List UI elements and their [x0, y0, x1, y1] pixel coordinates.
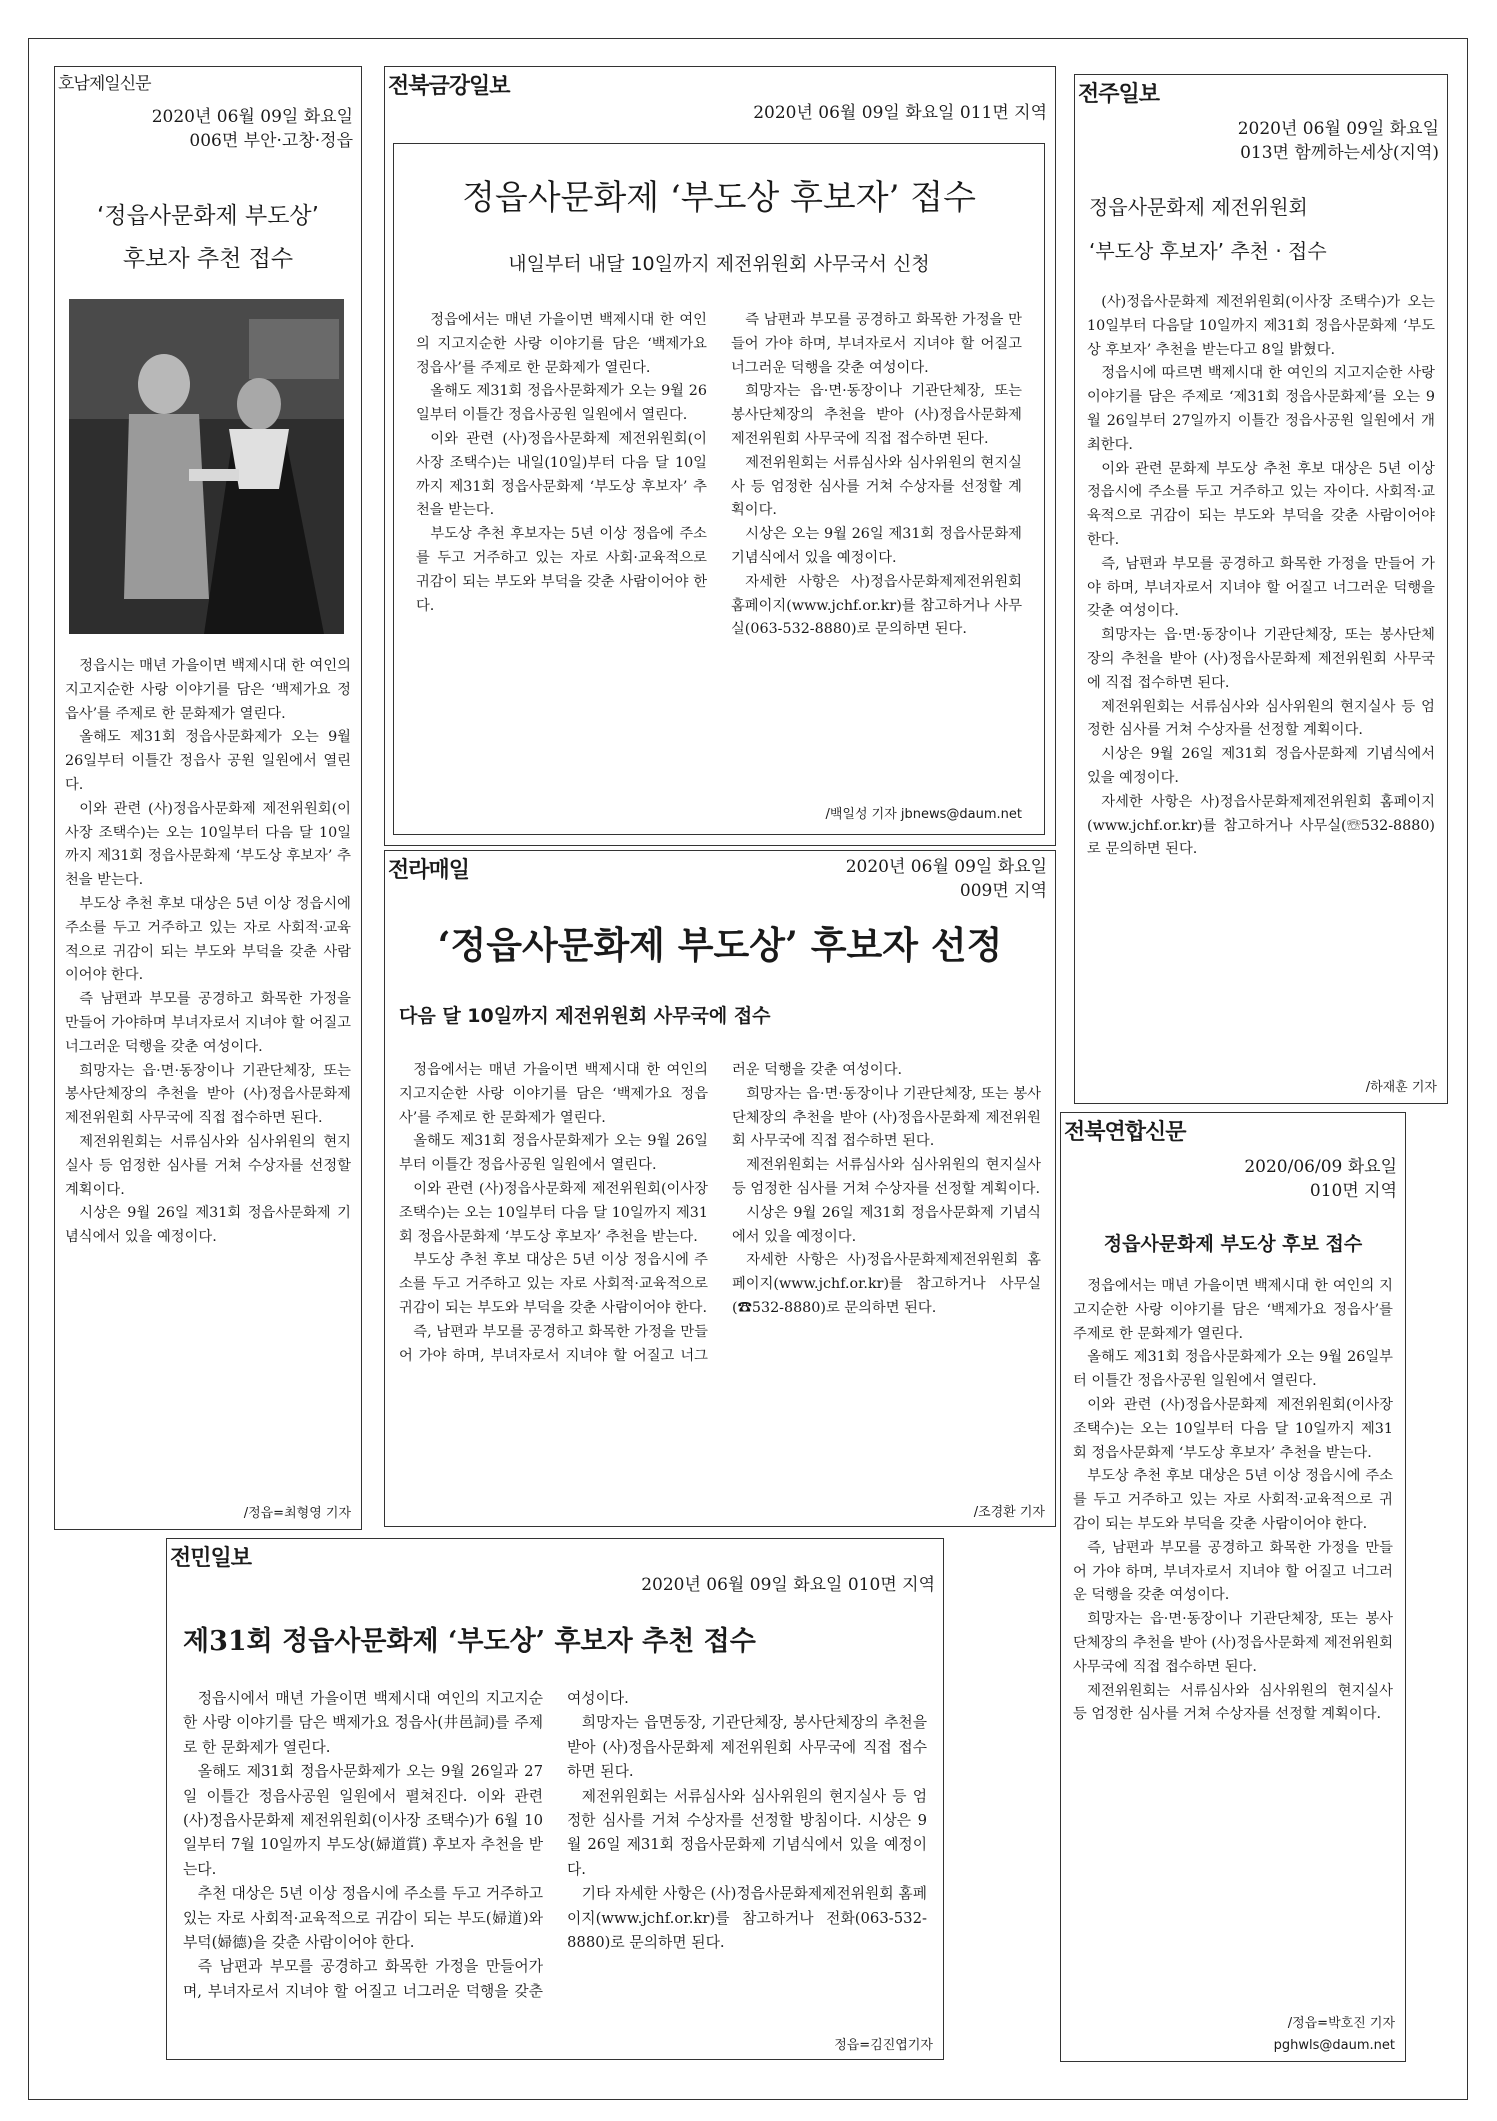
- paragraph: 부도상 추천 후보 대상은 5년 이상 정읍시에 주소를 두고 거주하고 있는 자로 사회적·교육적으로 귀감이 되는 부도와 부덕을 갖춘 사람이어야 한다.: [1073, 1468, 1393, 1532]
- headline-line-1: ‘정읍사문화제 부도상’: [97, 203, 319, 229]
- article-box: [393, 143, 1045, 835]
- paragraph: 시상은 9월 26일 제31회 정읍사문화제 기념식에서 있을 예정이다.: [732, 1204, 1041, 1245]
- article-body: [183, 1687, 927, 2027]
- clipping-yonhap: [1060, 1112, 1406, 2062]
- article-date: 2020년 06월 09일 화요일 010면 지역: [641, 1575, 935, 1595]
- article-section: 010면 지역: [1309, 1181, 1397, 1201]
- paragraph: 제전위원회는 서류심사와 심사위원의 현지실사 등 엄정한 심사를 거쳐 수상자를 선정할 방침이다. 시상은 9월 26일 제31회 정읍사문화제 기념식에서 있을 예정이다.: [567, 1787, 927, 1878]
- article-section: 006면 부안·고창·정읍: [189, 131, 353, 151]
- paragraph: 이와 관련 (사)정읍사문화제 제전위원회(이사장 조택수)는 오는 10일부터 다음 달 10일까지 제31회 정읍사문화제 ‘부도상 후보자’ 추천을 받는다.: [399, 1180, 708, 1245]
- paragraph: 희망자는 읍·면·동장이나 기관단체장, 또는 봉사단체장의 추천을 받아 (사)정읍사문화제 제전위원회 사무국에 직접 접수하면 된다.: [1073, 1611, 1393, 1675]
- byline: /조경환 기자: [973, 1505, 1045, 1520]
- paragraph: 올해도 제31회 정읍사문화제가 오는 9월 26일부터 이틀간 정읍사공원 일원에서 열린다.: [399, 1133, 708, 1174]
- paragraph: 희망자는 읍면동장, 기관단체장, 봉사단체장의 추천을 받아 (사)정읍사문화제 제전위원회 사무국에 직접 접수하면 된다.: [567, 1714, 927, 1781]
- article-body: [65, 655, 351, 1250]
- paragraph: 제전위원회는 서류심사와 심사위원의 현지실사 등 엄정한 심사를 거쳐 수상자를 선정할 계획이다.: [1087, 698, 1435, 739]
- paragraph: 시상은 오는 9월 26일 제31회 정읍사문화제 기념식에서 있을 예정이다.: [731, 526, 1022, 566]
- ceremony-photo: [69, 299, 344, 634]
- paragraph: 시상은 9월 26일 제31회 정읍사문화제 기념식에서 있을 예정이다.: [1087, 746, 1435, 786]
- headline-line-2: ‘부도상 후보자’ 추천 · 접수: [1089, 239, 1327, 263]
- paragraph: 이와 관련 (사)정읍사문화제 제전위원회(이사장 조택수)는 오는 10일부터 다음 달 10일까지 제31회 정읍사문화제 ‘부도상 후보자’ 추천을 받는다.: [1073, 1396, 1393, 1461]
- paragraph: 즉 남편과 부모를 공경하고 화목한 가정을 만들어가며, 부녀자로서 지녀야 할 어질고 너그러운 덕행을 갖춘 여성이다.: [183, 1690, 629, 2000]
- paragraph: 즉 남편과 부모를 공경하고 화목한 가정을 만들어 가야하며 부녀자로서 지녀야 할 어질고 너그러운 덕행을 갖춘 여성이다.: [65, 991, 351, 1055]
- newspaper-name: 호남제일신문: [58, 74, 151, 94]
- subheadline: 내일부터 내달 10일까지 제전위원회 사무국서 신청: [508, 253, 930, 275]
- paragraph: 부도상 추천 후보 대상은 5년 이상 정읍시에 주소를 두고 거주하고 있는 자로 사회적·교육적으로 귀감이 되는 부도와 부덕을 갖춘 사람이어야 한다.: [399, 1252, 708, 1316]
- paragraph: 정읍에서는 매년 가을이면 백제시대 한 여인의 지고지순한 사랑 이야기를 담은 ‘백제가요 정읍사’를 주제로 한 문화제가 열린다.: [416, 312, 707, 376]
- headline-line-2: 후보자 추천 접수: [122, 246, 294, 272]
- headline: 제31회 정읍사문화제 ‘부도상’ 후보자 추천 접수: [183, 1626, 756, 1657]
- byline: /백일성 기자 jbnews@daum.net: [825, 807, 1022, 822]
- paragraph: 즉, 남편과 부모를 공경하고 화목한 가정을 만들어 가야 하며, 부녀자로서 지녀야 할 어질고 너그러운 덕행을 갖춘 여성이다.: [1087, 555, 1435, 620]
- article-body: [1087, 291, 1435, 862]
- paragraph: 이와 관련 (사)정읍사문화제 제전위원회(이사장 조택수)는 내일(10일)부터 다음 달 10일까지 제31회 정읍사문화제 ‘부도상 후보자’ 추천을 받는다.: [416, 430, 707, 519]
- paragraph: 자세한 사항은 사)정읍사문화제제전위원회 홈페이지(www.jchf.or.kr)를 참고하거나 사무실(☏532-8880)로 문의하면 된다.: [1087, 793, 1435, 858]
- headline: 정읍사문화제 부도상 후보 접수: [1103, 1233, 1363, 1255]
- paragraph: 자세한 사항은 사)정읍사문화제제전위원회 홈페이지(www.jchf.or.kr)를 참고하거나 사무실(063-532-8880)로 문의하면 된다.: [731, 573, 1022, 638]
- newspaper-name: 전주일보: [1078, 82, 1160, 107]
- clipping-honam: [54, 66, 362, 1530]
- newspaper-name: 전북연합신문: [1064, 1120, 1186, 1145]
- paragraph: 정읍시에서 매년 가을이면 백제시대 여인의 지고지순한 사랑 이야기를 담은 백제가요 정읍사(井邑詞)를 주제로 한 문화제가 열린다.: [183, 1690, 543, 1756]
- headline: ‘정읍사문화제 부도상’ 후보자 선정: [437, 923, 1003, 967]
- paragraph: 정읍에서는 매년 가을이면 백제시대 한 여인의 지고지순한 사랑 이야기를 담은 ‘백제가요 정읍사’를 주제로 한 문화제가 열린다.: [399, 1062, 708, 1126]
- article-body: [416, 309, 1022, 789]
- article-date: 2020/06/09 화요일: [1244, 1157, 1397, 1177]
- paragraph: 제전위원회는 서류심사와 심사위원의 현지실사 등 엄정한 심사를 거쳐 수상자를 선정할 계획이다.: [732, 1157, 1041, 1197]
- article-date: 2020년 06월 09일 화요일: [845, 857, 1047, 877]
- paragraph: 올해도 제31회 정읍사문화제가 오는 9월 26일부터 이틀간 정읍사 공원 일원에서 열린다.: [65, 729, 351, 793]
- paragraph: 올해도 제31회 정읍사문화제가 오는 9월 26일과 27일 이틀간 정읍사공원 일원에서 펼쳐진다. 이와 관련 (사)정읍사문화제 제전위원회(이사장 조택수)가 6월 10일부터 7월 10일까지 부도상(婦道賞) 후보자 추천을 받는다.: [183, 1763, 543, 1878]
- paragraph: 부도상 추천 후보 대상은 5년 이상 정읍시에 주소를 두고 거주하고 있는 자로 사회적·교육적으로 귀감이 되는 부도와 부덕을 갖춘 사람이어야 한다.: [65, 895, 351, 984]
- paragraph: 정읍에서는 매년 가을이면 백제시대 한 여인의 지고지순한 사랑 이야기를 담은 ‘백제가요 정읍사’를 주제로 한 문화제가 열린다.: [1073, 1278, 1393, 1342]
- article-section: 013면 함께하는세상(지역): [1240, 143, 1439, 163]
- byline: 정읍=김진엽기자: [834, 2038, 933, 2053]
- paragraph: 즉, 남편과 부모를 공경하고 화목한 가정을 만들어 가야 하며, 부녀자로서 지녀야 할 어질고 너그러운 덕행을 갖춘 여성이다.: [399, 1062, 903, 1364]
- byline: /정읍=최형영 기자: [243, 1506, 351, 1521]
- clipping-geumgang: [384, 66, 1056, 846]
- paragraph: 즉, 남편과 부모를 공경하고 화목한 가정을 만들어 가야 하며, 부녀자로서 지녀야 할 어질고 너그러운 덕행을 갖춘 여성이다.: [1073, 1539, 1393, 1604]
- paragraph: 기타 자세한 사항은 (사)정읍사문화제제전위원회 홈페이지(www.jchf.or.kr)를 참고하거나 전화(063-532-8880)로 문의하면 된다.: [567, 1885, 927, 1952]
- paragraph: 이와 관련 문화제 부도상 추천 후보 대상은 5년 이상 정읍시에 주소를 두고 거주하고 있는 자이다. 사회적·교육적으로 귀감이 되는 부도와 부덕을 갖춘 사람이어야 한다.: [1087, 460, 1435, 548]
- paragraph: 올해도 제31회 정읍사문화제가 오는 9월 26일부터 이틀간 정읍사공원 일원에서 열린다.: [1073, 1349, 1393, 1390]
- paragraph: 이와 관련 (사)정읍사문화제 제전위원회(이사장 조택수)는 오는 10일부터 다음 달 10일까지 제31회 정읍사문화제 ‘부도상 후보자’ 추천을 받는다.: [65, 800, 351, 889]
- byline: /정읍=박호진 기자: [1287, 2016, 1395, 2031]
- headline: 정읍사문화제 ‘부도상 후보자’ 접수: [462, 178, 976, 218]
- paragraph: 희망자는 읍·면·동장이나 기관단체장, 또는 봉사단체장의 추천을 받아 (사)정읍사문화제 제전위원회 사무국에 직접 접수하면 된다.: [732, 1085, 1041, 1150]
- article-section: 009면 지역: [959, 881, 1047, 901]
- newspaper-name: 전북금강일보: [388, 74, 510, 99]
- paragraph: 희망자는 읍·면·동장이나 기관단체장, 또는 봉사단체장의 추천을 받아 (사)정읍사문화제 제전위원회 사무국에 직접 접수하면 된다.: [65, 1062, 351, 1127]
- paragraph: 추천 대상은 5년 이상 정읍시에 주소를 두고 거주하고 있는 자로 사회적·교육적으로 귀감이 되는 부도(婦道)와 부덕(婦德)을 갖춘 사람이어야 한다.: [183, 1885, 543, 1952]
- headline-line-1: 정읍사문화제 제전위원회: [1089, 195, 1308, 219]
- article-date: 2020년 06월 09일 화요일: [1237, 119, 1439, 139]
- paragraph: 희망자는 읍·면·동장이나 기관단체장, 또는 봉사단체장의 추천을 받아 (사)정읍사문화제 제전위원회 사무국에 직접 접수하면 된다.: [1087, 627, 1435, 691]
- reporter-email: pghwls@daum.net: [1273, 2038, 1395, 2053]
- paragraph: 희망자는 읍·면·동장이나 기관단체장, 또는 봉사단체장의 추천을 받아 (사)정읍사문화제 제전위원회 사무국에 직접 접수하면 된다.: [731, 383, 1022, 447]
- paragraph: 제전위원회는 서류심사와 심사위원의 현지실사 등 엄정한 심사를 거쳐 수상자를 선정할 계획이다.: [1073, 1682, 1393, 1723]
- subheadline: 다음 달 10일까지 제전위원회 사무국에 접수: [399, 1005, 771, 1027]
- article-body: [1073, 1275, 1393, 1727]
- paragraph: (사)정읍사문화제 제전위원회(이사장 조택수)가 오는 10일부터 다음달 10일까지 제31회 정읍사문화제 ‘부도상 후보자’ 추천을 받는다고 8일 밝혔다.: [1087, 294, 1435, 358]
- paragraph: 즉 남편과 부모를 공경하고 화목한 가정을 만들어 가야 하며, 부녀자로서 지녀야 할 어질고 너그러운 덕행을 갖춘 여성이다.: [731, 312, 1022, 376]
- newspaper-name: 전민일보: [170, 1546, 252, 1571]
- paragraph: 시상은 9월 26일 제31회 정읍사문화제 기념식에서 있을 예정이다.: [65, 1205, 351, 1246]
- clipping-jeonju: [1074, 74, 1448, 1104]
- newspaper-name: 전라매일: [388, 858, 470, 883]
- article-date: 2020년 06월 09일 화요일: [151, 107, 353, 127]
- byline: /하재훈 기자: [1365, 1080, 1437, 1095]
- paragraph: 자세한 사항은 사)정읍사문화제제전위원회 홈페이지(www.jchf.or.kr)를 참고하거나 사무실(☎532-8880)로 문의하면 된다.: [732, 1252, 1041, 1316]
- clipping-jeonmin: [166, 1538, 944, 2060]
- paragraph: 정읍시는 매년 가을이면 백제시대 한 여인의 지고지순한 사랑 이야기를 담은 ‘백제가요 정읍사’를 주제로 한 문화제가 열린다.: [65, 658, 351, 722]
- paragraph: 올해도 제31회 정읍사문화제가 오는 9월 26일부터 이틀간 정읍사공원 일원에서 열린다.: [416, 383, 707, 424]
- article-date: 2020년 06월 09일 화요일 011면 지역: [753, 103, 1047, 123]
- clipping-jeolla: [384, 850, 1056, 1527]
- paragraph: 제전위원회는 서류심사와 심사위원의 현지실사 등 엄정한 심사를 거쳐 수상자를 선정할 계획이다.: [731, 454, 1022, 519]
- paragraph: 부도상 추천 후보자는 5년 이상 정읍에 주소를 두고 거주하고 있는 자로 사회·교육적으로 귀감이 되는 부도와 부덕을 갖춘 사람이어야 한다.: [416, 526, 707, 614]
- article-body: [399, 1059, 1041, 1497]
- paragraph: 정읍시에 따르면 백제시대 한 여인의 지고지순한 사랑 이야기를 담은 주제로 ‘제31회 정읍사문화제’를 오는 9월 26일부터 27일까지 이틀간 정읍사공원 일원에서 개최한다.: [1087, 365, 1435, 453]
- paragraph: 제전위원회는 서류심사와 심사위원의 현지실사 등 엄정한 심사를 거쳐 수상자를 선정할 계획이다.: [65, 1133, 351, 1198]
